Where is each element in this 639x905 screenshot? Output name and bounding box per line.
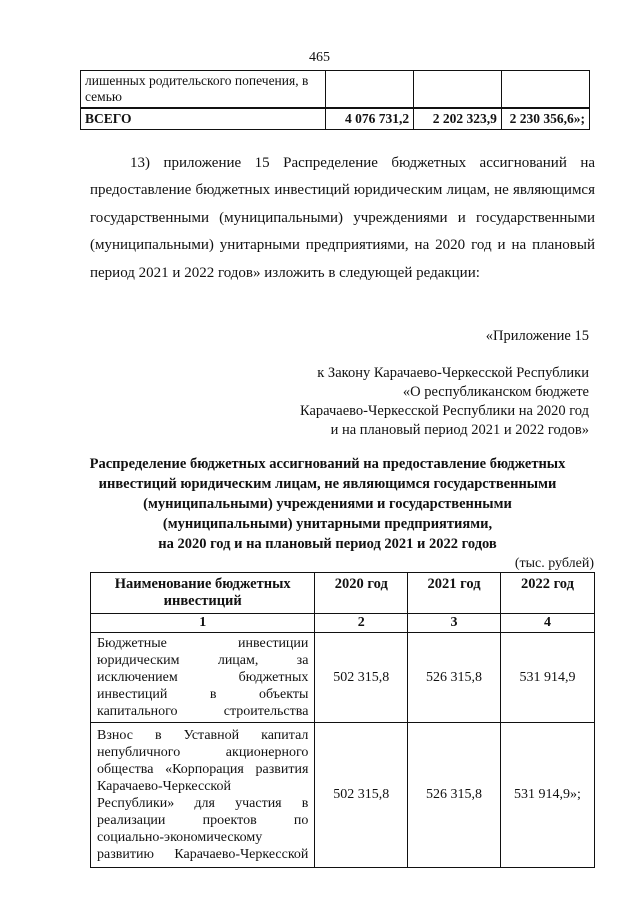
appendix-reference xyxy=(200,364,589,440)
row-2021: 526 315,8 xyxy=(408,633,501,723)
row-2022: 531 914,9»; xyxy=(500,723,594,868)
header-2020: 2020 год xyxy=(315,573,408,614)
table-cell-empty xyxy=(414,71,502,109)
column-number: 1 xyxy=(91,614,315,633)
previous-table-tail xyxy=(80,70,590,130)
header-name: Наименование бюджетных инвестиций xyxy=(91,573,315,614)
heading-line: инвестиций юридическим лицам, не являющимся государственными xyxy=(98,476,557,492)
header-row xyxy=(91,573,595,614)
table-cell-empty xyxy=(501,71,589,109)
header-2021: 2021 год xyxy=(408,573,501,614)
heading-line: Распределение бюджетных ассигнований на предоставление бюджетных xyxy=(89,456,566,472)
row-name: Бюджетные инвестиции юридическим лицам, за исключением бюджетных инвестиций в объекты капитального строительства xyxy=(91,633,315,723)
table-row xyxy=(91,723,595,868)
total-row xyxy=(81,108,590,130)
table-cell-name: лишенных родительского попечения, в семью xyxy=(81,71,326,109)
appendix-line: Карачаево-Черкесской Республики на 2020 год xyxy=(299,403,589,419)
heading-line: (муниципальными) унитарными предприятиями, xyxy=(162,516,493,532)
appendix-title: «Приложение 15 xyxy=(485,328,589,344)
column-number: 4 xyxy=(500,614,594,633)
table-heading xyxy=(60,454,595,554)
investments-table xyxy=(90,572,595,868)
row-2021: 526 315,8 xyxy=(408,723,501,868)
paragraph-text: 13) приложение 15 Распределение бюджетных ассигнований на предоставление бюджетных инвестиций юридическим лицам, не являющимся государственными (муниципальными) учреждениями и государственными (муниципальными) унитарными предприятиями, на 2020 год и на плановый период 2021 и 2022 годов» изложить в следующей редакции: xyxy=(90,155,595,281)
page-number: 465 xyxy=(309,50,330,65)
amendment-paragraph xyxy=(90,150,595,287)
heading-line: на 2020 год и на плановый период 2021 и 2022 годов xyxy=(158,536,497,552)
row-2020: 502 315,8 xyxy=(315,633,408,723)
column-number: 2 xyxy=(315,614,408,633)
total-label: ВСЕГО xyxy=(81,108,326,130)
heading-line: (муниципальными) учреждениями и государственными xyxy=(143,496,512,512)
appendix-line: и на плановый период 2021 и 2022 годов» xyxy=(330,422,589,438)
total-2020: 4 076 731,2 xyxy=(326,108,414,130)
header-2022: 2022 год xyxy=(500,573,594,614)
row-name: Взнос в Уставной капитал непубличного акционерного общества «Корпорация развития Карачаево-Черкесской Республики» для участия в реализации проектов по социально-экономическому развитию Карачаево-Черкесской xyxy=(91,723,315,868)
appendix-line: «О республиканском бюджете xyxy=(402,384,589,400)
units-label: (тыс. рублей) xyxy=(514,556,594,571)
appendix-line: к Закону Карачаево-Черкесской Республики xyxy=(317,365,589,381)
table-row xyxy=(91,633,595,723)
total-2022: 2 230 356,6»; xyxy=(501,108,589,130)
row-2020: 502 315,8 xyxy=(315,723,408,868)
column-number-row xyxy=(91,614,595,633)
total-2021: 2 202 323,9 xyxy=(414,108,502,130)
table-cell-empty xyxy=(326,71,414,109)
column-number: 3 xyxy=(408,614,501,633)
row-2022: 531 914,9 xyxy=(500,633,594,723)
table-row xyxy=(81,71,590,109)
